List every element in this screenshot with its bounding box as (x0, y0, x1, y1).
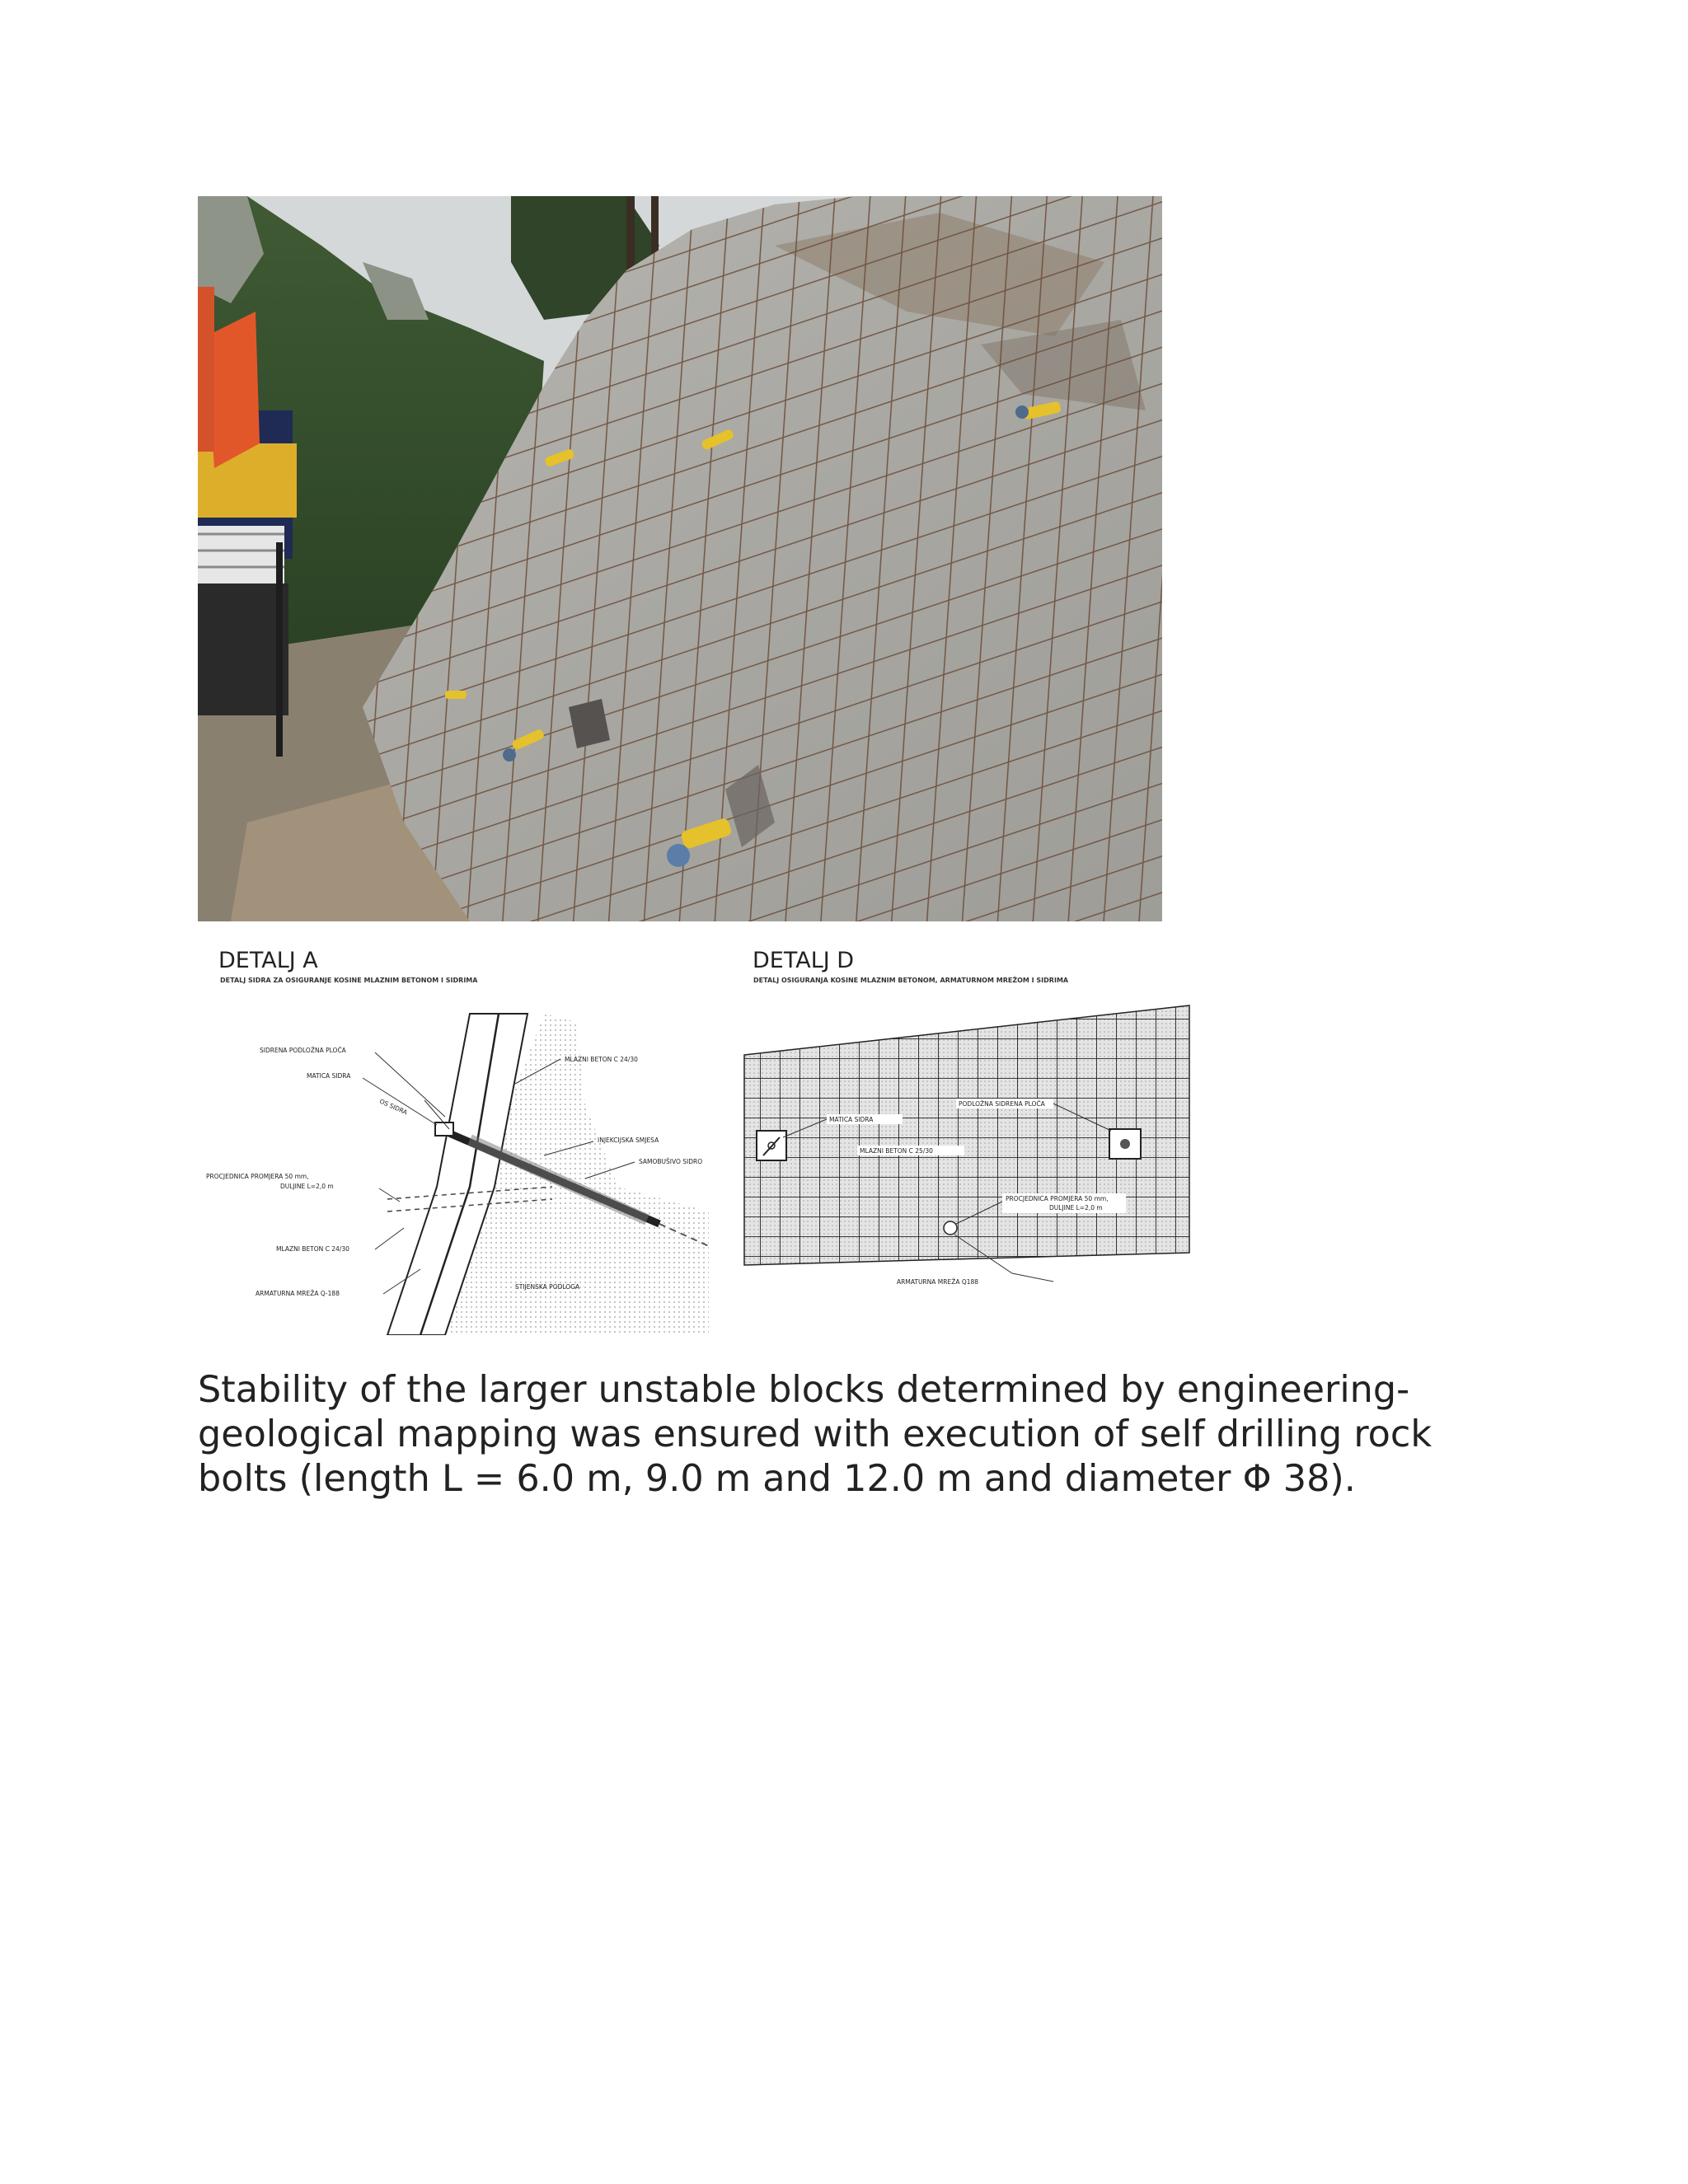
label-drain-d-1: PROCJEDNICA PROMJERA 50 mm, (1006, 1195, 1109, 1202)
label-grout: INJEKCIJSKA SMJESA (598, 1137, 659, 1144)
label-plate-d: PODLOŽNA SIDRENA PLOČA (959, 1100, 1045, 1108)
slope-photo (198, 196, 1162, 921)
label-shotcrete-d: MLAZNI BETON C 25/30 (860, 1147, 933, 1155)
label-shotcrete-bottom: MLAZNI BETON C 24/30 (276, 1245, 349, 1253)
label-drain-a-2: DULJINE L=2,0 m (280, 1183, 334, 1190)
label-plate-a: SIDRENA PODLOŽNA PLOČA (260, 1047, 346, 1054)
label-mesh-a: ARMATURNA MREŽA Q-188 (256, 1290, 340, 1297)
label-shotcrete-top: MLAZNI BETON C 24/30 (565, 1056, 638, 1063)
label-nut-a: MATICA SIDRA (307, 1072, 351, 1080)
detail-d-drawing (740, 940, 1210, 1335)
label-rock: STIJENSKA PODLOGA (515, 1283, 580, 1291)
detail-a-drawing (198, 940, 717, 1335)
label-self-drilling: SAMOBUŠIVO SIDRO (639, 1158, 703, 1165)
detail-d-subtitle: DETALJ OSIGURANJA KOSINE MLAZNIM BETONOM, ARMATURNOM MREŽOM I SIDRIMA (753, 977, 1069, 984)
label-drain-d-2: DULJINE L=2,0 m (1049, 1204, 1103, 1212)
detail-a-subtitle: DETALJ SIDRA ZA OSIGURANJE KOSINE MLAZNIM BETONOM I SIDRIMA (220, 977, 478, 984)
label-nut-d: MATICA SIDRA (829, 1116, 874, 1123)
detail-d-title: DETALJ D (753, 948, 855, 973)
detail-a-title: DETALJ A (218, 948, 318, 973)
label-drain-a-1: PROCJEDNICA PROMJERA 50 mm, (206, 1173, 309, 1180)
label-bolt-tag: OS SIDRA (378, 1097, 409, 1117)
label-mesh-d: ARMATURNA MREŽA Q188 (897, 1278, 979, 1286)
caption-paragraph: Stability of the larger unstable blocks determined by engineering-geological mapping was ensured with execution of self drilling rock bolts (length L = 6.0 m, 9.0 m and 12.0 m and diameter Φ 38). (198, 1369, 1432, 1500)
